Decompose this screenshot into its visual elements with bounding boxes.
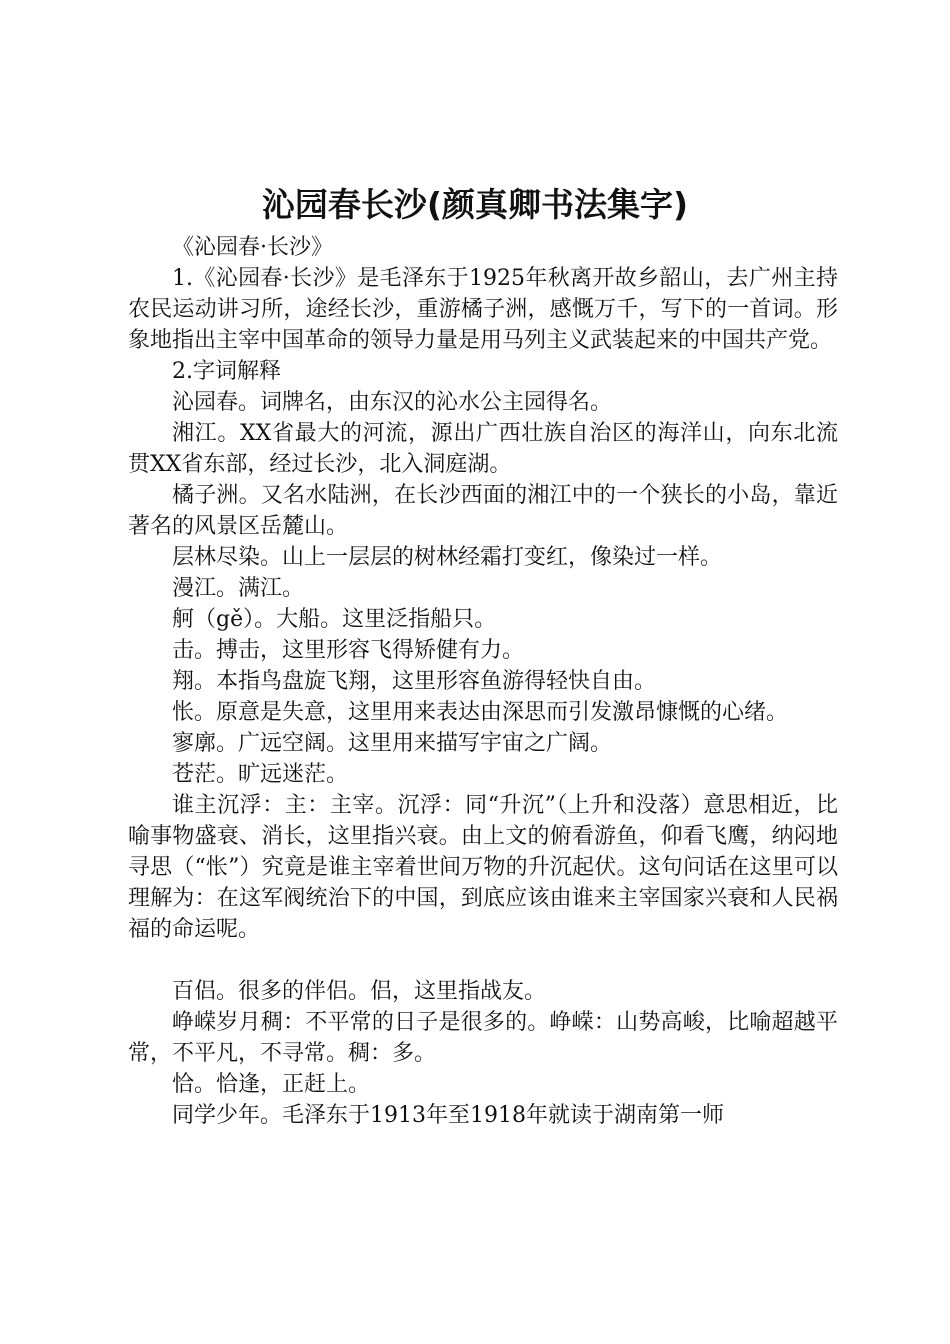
definition-shuizhuchenfu: 谁主沉浮：主：主宰。沉浮：同“升沉”（上升和没落）意思相近，比喻事物盛衰、消长，这里指兴衰。由上文的俯看游鱼，仰看飞鹰，纳闷地寻思（“怅”）究竟是谁主宰着世间万物的升沉起伏。这句问话在这里可以理解为：在这军阀统治下的中国，到底应该由谁来主宰国家兴衰和人民祸福的命运呢。 [128,793,838,942]
definition-xiangjiang: 湘江。XX省最大的河流，源出广西壮族自治区的海洋山，向东北流贯XX省东部，经过长沙，北入洞庭湖。 [128,421,838,477]
document-body [128,232,838,1131]
paragraph-spacer [128,945,838,976]
definition-bailv: 百侣。很多的伴侣。侣，这里指战友。 [172,979,547,1004]
section-heading-vocabulary: 2.字词解释 [172,359,281,384]
definition-ji: 击。搏击，这里形容飞得矫健有力。 [172,638,525,663]
definition-cenglinjinran: 层林尽染。山上一层层的树林经霜打变红，像染过一样。 [172,545,723,570]
definition-cangmang: 苍茫。旷远迷茫。 [172,762,349,787]
definition-ge: 舸（gě）。大船。这里泛指船只。 [172,607,497,632]
definition-qia: 恰。恰逢，正赶上。 [172,1072,371,1097]
definition-xiang: 翔。本指鸟盘旋飞翔，这里形容鱼游得轻快自由。 [172,669,657,694]
poem-title-line: 《沁园春·长沙》 [172,235,333,260]
definition-manjiang: 漫江。满江。 [172,576,305,601]
definition-tongxueshaonian: 同学少年。毛泽东于1913年至1918年就读于湖南第一师 [172,1103,724,1128]
definition-qinyuanchun: 沁园春。词牌名，由东汉的沁水公主园得名。 [172,390,613,415]
definition-juzizhou: 橘子洲。又名水陆洲，在长沙西面的湘江中的一个狭长的小岛，靠近著名的风景区岳麓山。 [128,483,838,539]
definition-zhengrong: 峥嵘岁月稠：不平常的日子是很多的。峥嵘：山势高峻，比喻超越平常，不平凡，不寻常。稠：多。 [128,1010,838,1066]
paragraph-background: 1.《沁园春·长沙》是毛泽东于1925年秋离开故乡韶山，去广州主持农民运动讲习所，途经长沙，重游橘子洲，感慨万千，写下的一首词。形象地指出主宰中国革命的领导力量是用马列主义武装起来的中国共产党。 [128,266,838,353]
definition-chang: 怅。原意是失意，这里用来表达由深思而引发激昂慷慨的心绪。 [172,700,789,725]
document-title: 沁园春长沙(颜真卿书法集字) [261,185,689,224]
definition-liaokuo: 寥廓。广远空阔。这里用来描写宇宙之广阔。 [172,731,613,756]
